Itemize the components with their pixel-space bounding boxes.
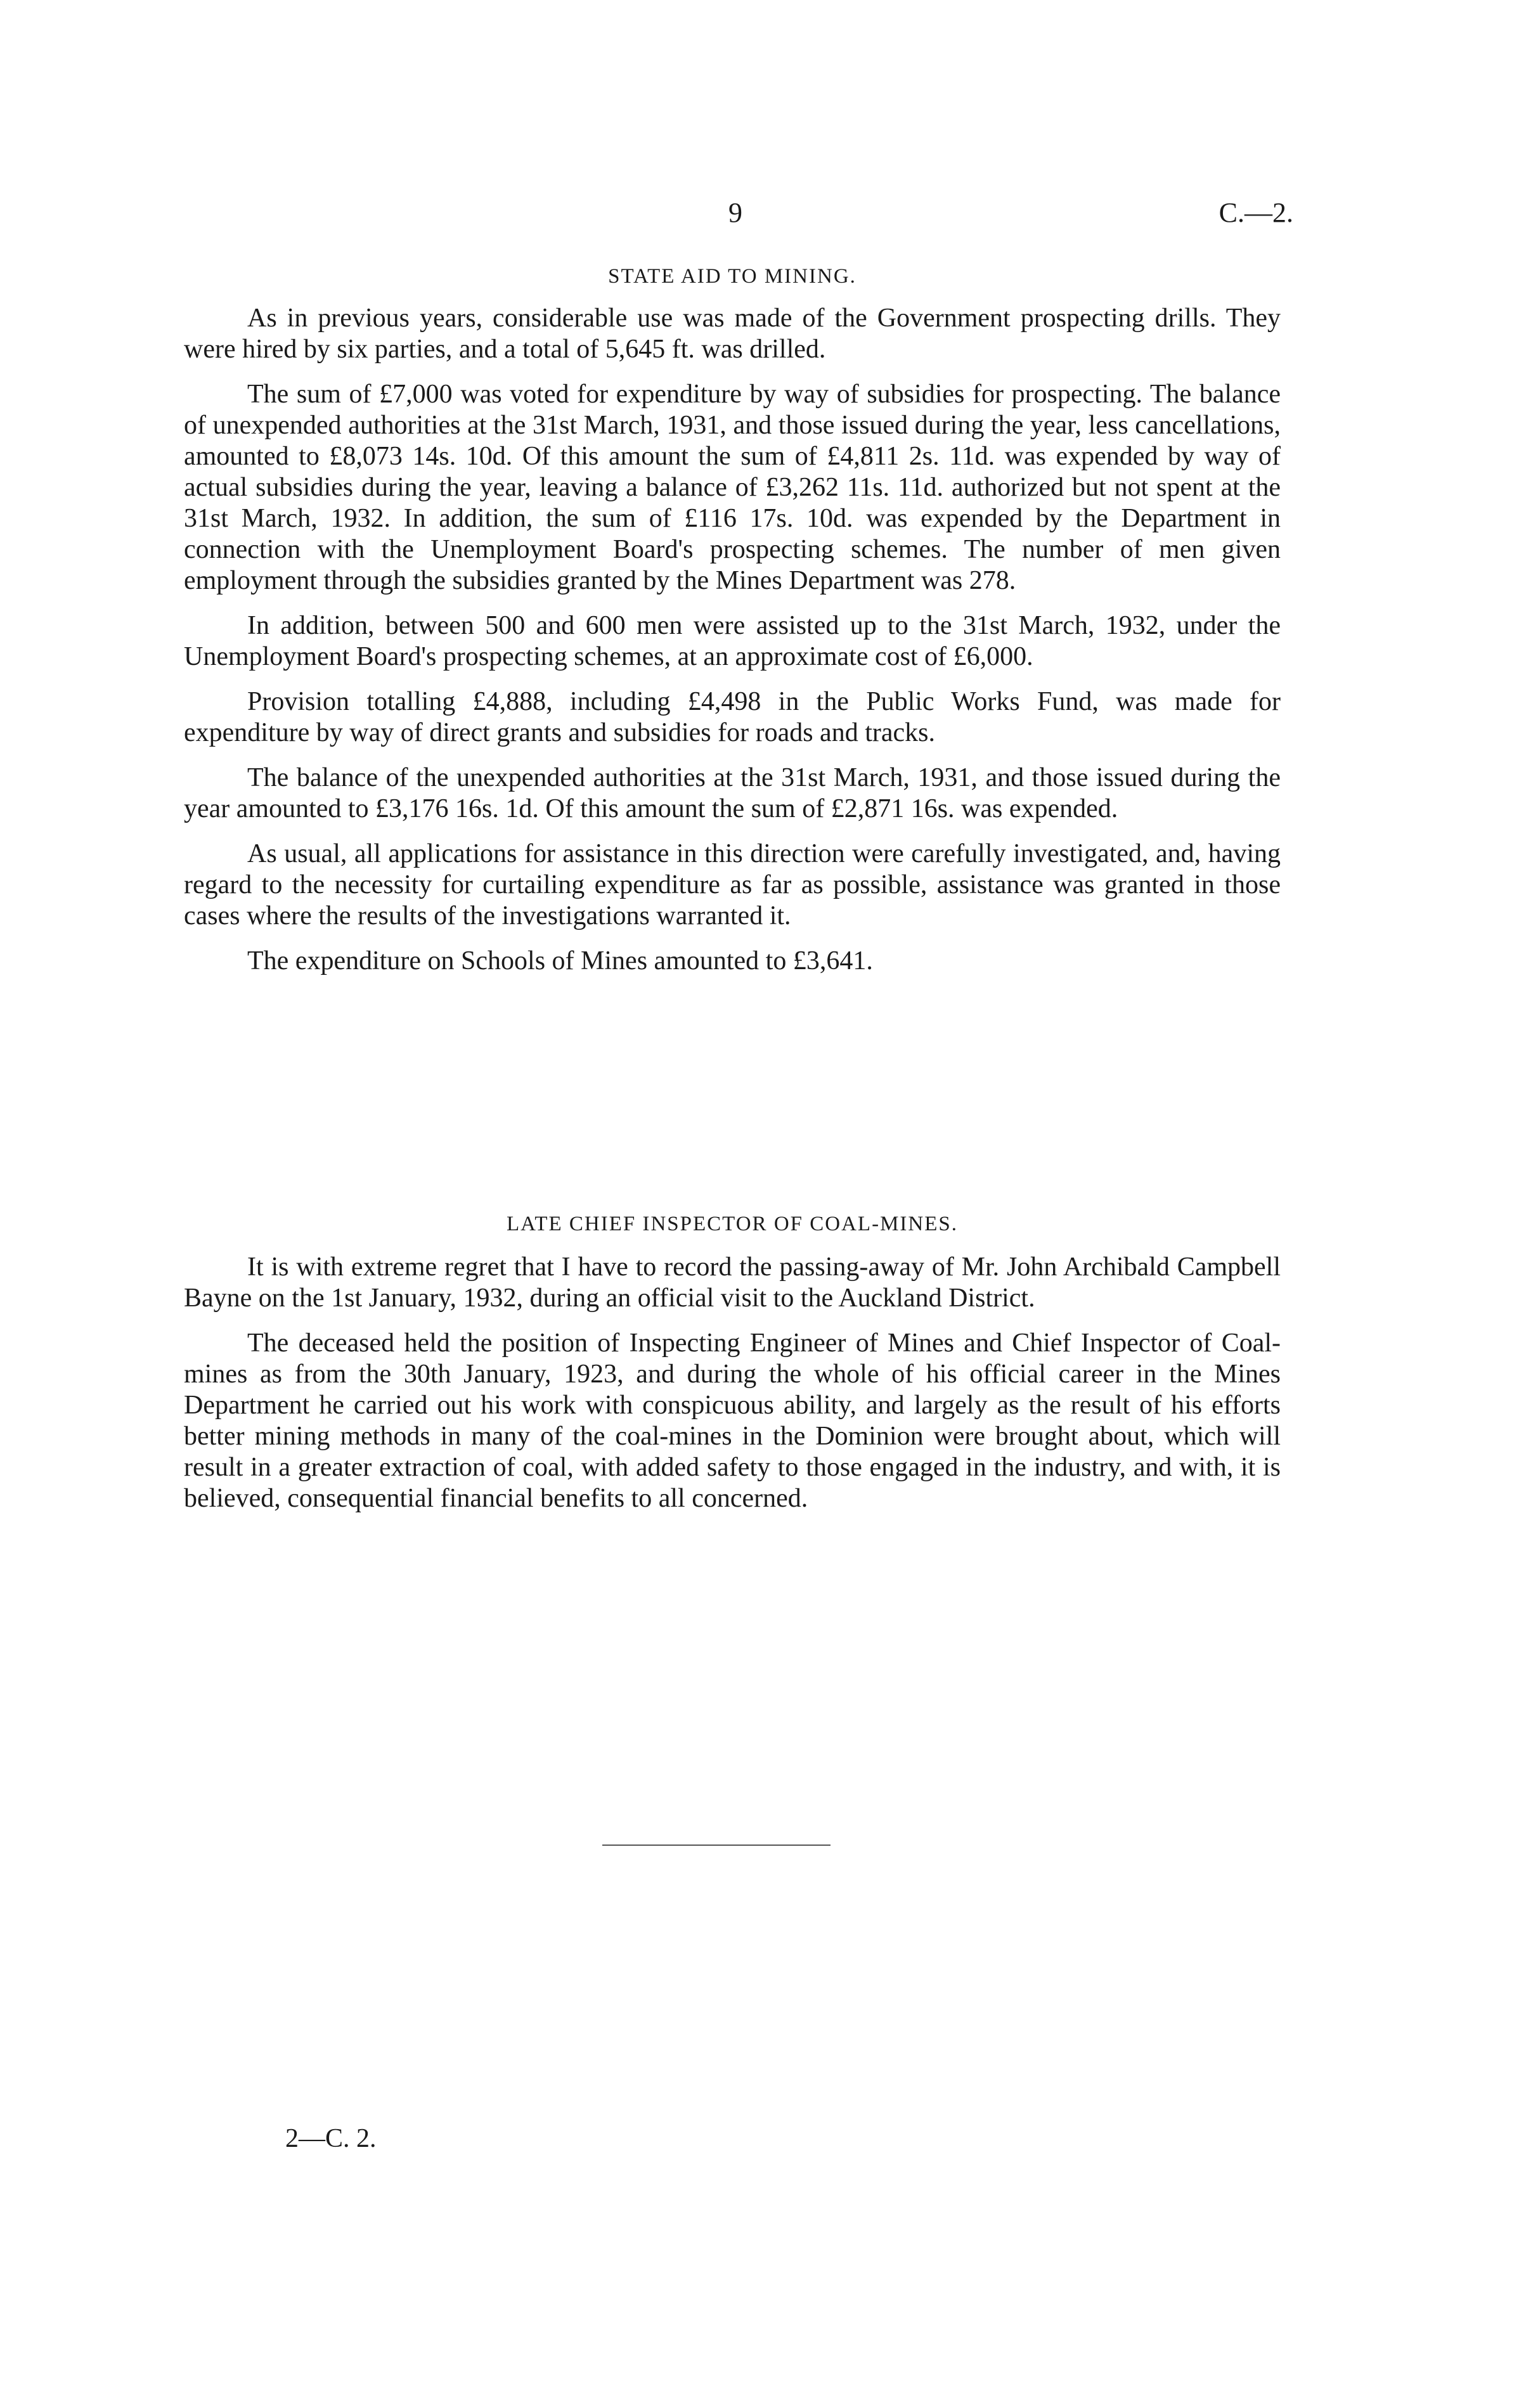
paragraph: It is with extreme regret that I have to record the passing-away of Mr. John Archibald Campbell Bayne on the 1st January, 1932, during an official visit to the Auckland District.	[184, 1252, 1281, 1313]
paragraph: The sum of £7,000 was voted for expenditure by way of subsidies for prospecting. The balance of unexpended authorities at the 31st March, 1931, and those issued during the year, less cancellations, amounted to £8,073 14s. 10d. Of this amount the sum of £4,811 2s. 11d. was expended by way of actual subsidies during the year, leaving a balance of £3,262 11s. 11d. authorized but not spent at the 31st March, 1932. In addition, the sum of £116 17s. 10d. was expended by the Department in connection with the Unemployment Board's prospecting schemes. The number of men given employment through the subsidies granted by the Mines Department was 278.	[184, 380, 1281, 595]
state-aid-section	[184, 303, 1281, 991]
signature-reference: 2—C. 2.	[285, 2124, 377, 2153]
paragraph: The balance of the unexpended authorities at the 31st March, 1931, and those issued during the year amounted to £3,176 16s. 1d. Of this amount the sum of £2,871 16s. was expended.	[184, 763, 1281, 823]
document-reference: C.—2.	[1218, 197, 1293, 228]
page-number: 9	[728, 197, 742, 228]
paragraph: As usual, all applications for assistance in this direction were carefully investigated, and, having regard to the necessity for curtailing expenditure as far as possible, assistance was granted in those cases where the results of the investigations warranted it.	[184, 839, 1281, 930]
paragraph: The expenditure on Schools of Mines amounted to £3,641.	[247, 946, 873, 975]
paragraph: As in previous years, considerable use was made of the Government prospecting drills. They were hired by six parties, and a total of 5,645 ft. was drilled.	[184, 304, 1281, 364]
paragraph: In addition, between 500 and 600 men were assisted up to the 31st March, 1932, under the Unemployment Board's prospecting schemes, at an approximate cost of £6,000.	[184, 611, 1281, 671]
late-chief-section	[184, 1252, 1281, 1528]
late-chief-heading: LATE CHIEF INSPECTOR OF COAL-MINES.	[506, 1213, 959, 1235]
paragraph: Provision totalling £4,888, including £4,498 in the Public Works Fund, was made for expenditure by way of direct grants and subsidies for roads and tracks.	[184, 687, 1281, 747]
paragraph: The deceased held the position of Inspecting Engineer of Mines and Chief Inspector of Coal-mines as from the 30th January, 1923, and during the whole of his official career in the Mines Department he carried out his work with conspicuous ability, and largely as the result of his efforts better mining methods in many of the coal-mines in the Dominion were brought about, which will result in a greater extraction of coal, with added safety to those engaged in the industry, and with, it is believed, consequential financial benefits to all concerned.	[184, 1329, 1281, 1513]
section-divider	[602, 1845, 831, 1846]
state-aid-heading: STATE AID TO MINING.	[608, 265, 856, 288]
